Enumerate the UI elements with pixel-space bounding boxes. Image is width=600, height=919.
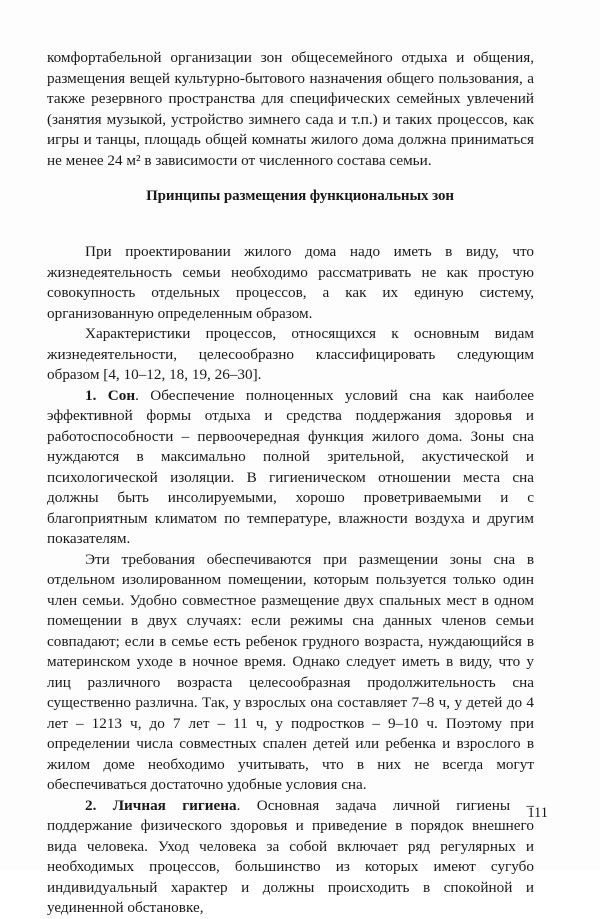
paragraph-1: При проектировании жилого дома надо иметь в виду, что жизнедеятельность семьи необходимо рассматривать не как простую совокупность отдельных процессов, а как их единую систему, организованную определенным образом. — [47, 243, 534, 322]
page-number: 111 — [527, 805, 548, 821]
paragraph-5 — [47, 796, 534, 919]
paragraph-5-lead: 2. Личная гигиена — [85, 796, 237, 814]
section-heading: Принципы размещения функциональных зон — [146, 188, 454, 204]
paragraph-3-text: . Обеспечение полноценных условий сна как наиболее эффективной формы отдыха и средства поддержания здоровья и работоспособности – первоочередная функция жилого дома. Зоны сна нуждаются в максимально полной зрительной, акустической и психологической изоляции. В гигиеническом отношении места сна должны быть инсолируемыми, хорошо проветриваемыми и с благоприятным климатом по температуре, влажности воздуха и другим показателям. — [47, 386, 534, 547]
paragraph-5-text: . Основная задача личной гигиены – поддержание физического здоровья и приведение в порядок внешнего вида человека. Уход человека за собой включает ряд регулярных и необходимых процессов, большинство из которых имеют сугубо индивидуальный характер и должны происходить в спокойной и уединенной обстановке, — [47, 796, 535, 916]
paragraph-3 — [47, 386, 534, 550]
paragraph-3-lead: 1. Сон — [85, 386, 136, 404]
body-text-block — [47, 242, 534, 919]
intro-paragraph: комфортабельной организации зон общесемейного отдыха и общения, размещения вещей культурно-бытового назначения общего пользования, а также резервного пространства для специфических семейных увлечений (занятия музыкой, устройство зимнего сада и т.п.) и таких процессов, как игры и танцы, площадь общей комнаты жилого дома должна приниматься не менее 24 м² в зависимости от численного состава семьи. — [47, 49, 534, 169]
paragraph-4: Эти требования обеспечиваются при размещении зоны сна в отдельном изолированном помещении, которым пользуется только один член семьи. Удобно совместное размещение двух спальных мест в одном помещении в двух случаях: если режимы сна данных членов семьи совпадают; если в семье есть ребенок грудного возраста, нуждающийся в материнском уходе в ночное время. Однако следует иметь в виду, что у лиц различного возраста целесообразная продолжительность сна существенно различна. Так, у взрослых она составляет 7–8 ч, у детей до 4 лет – 1213 ч, до 7 лет – 11 ч, у подростков – 9–10 ч. Поэтому при определении числа совместных спален детей или ребенка и взрослого в жилом доме необходимо учитывать, что в них не всегда могут обеспечиваться достаточно удобные условия сна. — [47, 550, 534, 793]
intro-paragraph-block — [47, 48, 534, 171]
paragraph-2: Характеристики процессов, относящихся к основным видам жизнедеятельности, целесообразно классифицировать следующим образом [4, 10–12, 18, 19, 26–30]. — [47, 325, 534, 383]
